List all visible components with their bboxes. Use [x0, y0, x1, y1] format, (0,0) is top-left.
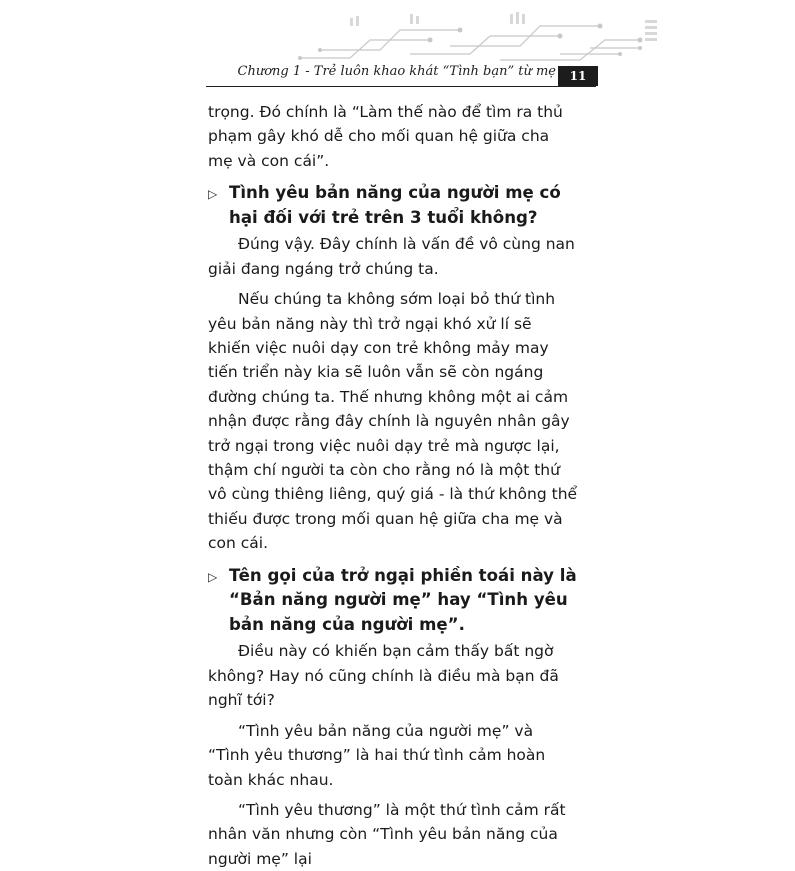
circuit-decoration	[260, 10, 660, 70]
body-text	[208, 100, 578, 871]
section-heading-text: Tình yêu bản năng của người mẹ có hại đối với trẻ trên 3 tuổi không?	[229, 183, 561, 227]
section-heading-text: Tên gọi của trở ngại phiền toái này là “Bản năng người mẹ” hay “Tình yêu bản năng của người mẹ”.	[229, 565, 577, 634]
chapter-title: Chương 1 - Trẻ luôn khao khát “Tình bạn” từ mẹ	[237, 64, 556, 79]
paragraph: Đúng vậy. Đây chính là vấn đề vô cùng nan giải đang ngáng trở chúng ta.	[208, 235, 575, 278]
header-divider	[206, 86, 596, 87]
paragraph: Điều này có khiến bạn cảm thấy bất ngờ không? Hay nó cũng chính là điều mà bạn đã nghĩ tới?	[208, 642, 559, 710]
paragraph: Nếu chúng ta không sớm loại bỏ thứ tình yêu bản năng này thì trở ngại khó xử lí sẽ khiến việc nuôi dạy con trẻ không mảy may tiến triển này kia sẽ luôn vẫn sẽ còn ngáng đường chúng ta. Thế nhưng không một ai cảm nhận được rằng đây chính là nguyên nhân gây trở ngại trong việc nuôi dạy trẻ mà ngược lại, thậm chí người ta còn cho rằng nó là một thứ vô cùng thiêng liêng, quý giá - là thứ không thể thiếu được trong mối quan hệ giữa cha mẹ và con cái.	[208, 290, 578, 553]
page-number: 11	[558, 66, 598, 86]
triangle-right-icon: ▷	[208, 569, 218, 584]
section-heading	[208, 564, 578, 638]
section-heading	[208, 181, 578, 230]
triangle-right-icon: ▷	[208, 187, 218, 202]
paragraph: trọng. Đó chính là “Làm thế nào để tìm ra thủ phạm gây khó dễ cho mối quan hệ giữa cha mẹ và con cái”.	[208, 103, 563, 170]
paragraph: “Tình yêu bản năng của người mẹ” và “Tình yêu thương” là hai thứ tình cảm hoàn toàn khác nhau.	[208, 721, 546, 789]
paragraph: “Tình yêu thương” là một thứ tình cảm rất nhân văn nhưng còn “Tình yêu bản năng của người mẹ” lại	[208, 800, 566, 868]
